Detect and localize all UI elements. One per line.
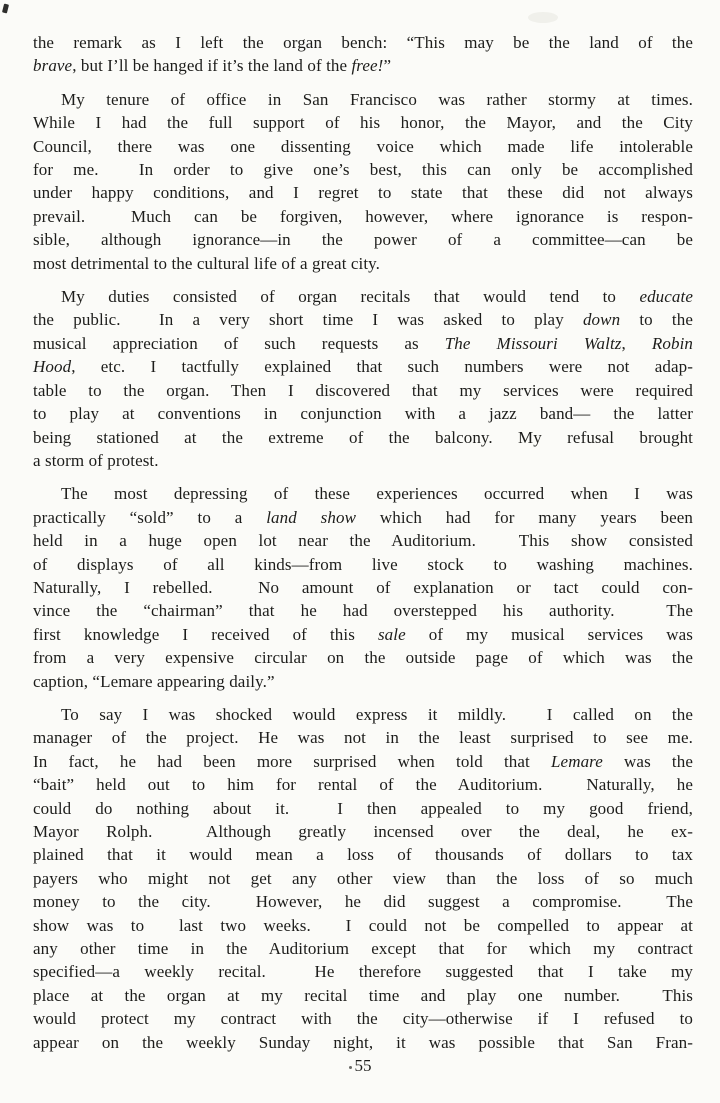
text-line [33, 937, 693, 960]
text-line [33, 54, 693, 77]
text-run: the remark as I left the organ bench: “This may be the land of the [33, 33, 693, 52]
italic-text-run: sale [377, 624, 406, 644]
text-line [33, 355, 693, 378]
italic-text-run: The Missouri Waltz [444, 333, 622, 353]
italic-text-run: Hood [33, 357, 72, 377]
text-run: under happy conditions, and I regret to state that these did not always [33, 183, 693, 203]
text-line [33, 426, 693, 449]
text-line [33, 890, 693, 913]
text-run: practically “sold” to a [33, 507, 267, 527]
text-run: My tenure of office in San Francisco was rather stormy at times. [61, 89, 693, 109]
text-line [33, 482, 693, 505]
text-run: “bait” held out to him for rental of the Auditorium. Naturally, he [33, 775, 693, 795]
italic-text-run: down [582, 310, 621, 330]
text-line [33, 205, 693, 228]
text-run: of my musical services was [405, 624, 693, 644]
text-run: a storm of protest. [33, 450, 159, 470]
text-run: Naturally, I rebelled. No amount of explanation or tact could con- [33, 577, 693, 597]
italic-text-run: free! [351, 56, 384, 76]
text-run: manager of the project. He was not in the least surprised to see me. [33, 728, 693, 748]
text-run: , but I’ll be hanged if it’s the land of the [72, 56, 352, 76]
text-run: The most depressing of these experiences occurred when I was [61, 484, 693, 504]
text-run: , etc. I tactfully explained that such numbers were not adap- [71, 357, 693, 377]
text-run: money to the city. However, he did suggest a compromise. The [33, 892, 693, 912]
italic-text-run: Robin [651, 333, 694, 353]
text-run: being stationed at the extreme of the balcony. My refusal brought [33, 427, 693, 447]
text-run: In fact, he had been more surprised when told that [33, 751, 551, 771]
text-run: caption, “Lemare appearing daily.” [33, 671, 275, 691]
text-line [33, 750, 693, 773]
text-line [33, 308, 693, 331]
text-line [33, 379, 693, 402]
text-run: musical appreciation of such requests as [33, 333, 445, 353]
italic-text-run: Lemare [551, 751, 603, 771]
text-line [33, 867, 693, 890]
text-line [33, 111, 693, 134]
text-line [33, 1031, 693, 1054]
text-line [33, 914, 693, 937]
text-line [33, 726, 693, 749]
text-line [33, 449, 693, 472]
text-line [33, 228, 693, 251]
text-run: While I had the full support of his honor, the Mayor, and the City [33, 113, 693, 133]
text-run: of displays of all kinds—from live stock to washing machines. [33, 554, 693, 574]
text-line [33, 820, 693, 843]
text-run: place at the organ at my recital time and play one number. This [33, 985, 693, 1005]
text-line [33, 670, 693, 693]
text-run: sible, although ignorance—in the power of a committee—can be [33, 230, 693, 250]
text-run: Mayor Rolph. Although greatly incensed over the deal, he ex- [33, 822, 693, 841]
text-line [33, 960, 693, 983]
text-run: prevail. Much can be forgiven, however, where ignorance is respon- [33, 206, 693, 226]
text-run: to the [620, 310, 693, 330]
text-run: , [621, 333, 652, 353]
text-line [33, 88, 693, 111]
text-line [33, 332, 693, 355]
text-run: was the [602, 751, 693, 771]
paragraph [33, 31, 693, 78]
text-line [33, 553, 693, 576]
text-line [33, 158, 693, 181]
text-run: could do nothing about it. I then appealed to my good friend, [33, 798, 693, 818]
text-line [33, 646, 693, 669]
text-run: to play at conventions in conjunction with a jazz band— the latter [33, 404, 693, 424]
text-line [33, 529, 693, 552]
text-line [33, 623, 693, 646]
text-run: would protect my contract with the city—otherwise if I refused to [33, 1009, 693, 1029]
text-run: show was to last two weeks. I could not be compelled to appear at [33, 915, 693, 935]
text-line [33, 402, 693, 425]
paragraph [33, 482, 693, 693]
scan-smudge [528, 12, 558, 23]
text-line [33, 576, 693, 599]
text-run: specified—a weekly recital. He therefore suggested that I take my [33, 962, 693, 982]
text-run: the public. In a very short time I was asked to play [33, 310, 583, 330]
text-run: vince the “chairman” that he had overstepped his authority. The [33, 601, 693, 621]
italic-text-run: educate [639, 287, 693, 307]
text-run: for me. In order to give one’s best, this can only be accomplished [33, 160, 693, 180]
text-line [33, 599, 693, 622]
text-line [33, 843, 693, 866]
paragraph [33, 285, 693, 472]
text-run: most detrimental to the cultural life of a great city. [33, 253, 381, 273]
text-run: plained that it would mean a loss of thousands of dollars to tax [33, 845, 693, 865]
text-line [33, 773, 693, 796]
paragraph [33, 703, 693, 1054]
text-run: appear on the weekly Sunday night, it was possible that San Fran- [33, 1032, 693, 1052]
text-run: held in a huge open lot near the Auditorium. This show consisted [33, 531, 693, 551]
text-run: first knowledge I received of this [33, 624, 378, 644]
text-line [33, 181, 693, 204]
paragraph [33, 88, 693, 275]
italic-text-run: brave [33, 56, 73, 76]
text-line [33, 135, 693, 158]
text-run: To say I was shocked would express it mildly. I called on the [61, 704, 693, 724]
text-run: which had for many years been [356, 507, 694, 527]
text-line [33, 31, 693, 54]
text-line [33, 252, 693, 275]
text-line [33, 506, 693, 529]
text-run: My duties consisted of organ recitals that would tend to [61, 287, 640, 307]
text-run: any other time in the Auditorium except that for which my contract [33, 939, 693, 959]
text-line [33, 703, 693, 726]
text-line [33, 285, 693, 308]
text-run: Council, there was one dissenting voice which made life intolerable [33, 136, 693, 156]
text-line [33, 984, 693, 1007]
text-run: table to the organ. Then I discovered that my services were required [33, 380, 693, 400]
italic-text-run: land show [266, 507, 357, 527]
text-block [33, 31, 693, 1054]
scan-artifact-mark [2, 4, 9, 14]
text-line [33, 797, 693, 820]
text-run: ” [383, 56, 392, 76]
text-run: from a very expensive circular on the outside page of which was the [33, 648, 693, 668]
page-number: 55 [354, 1056, 372, 1075]
text-run: payers who might not get any other view than the loss of so much [33, 868, 693, 888]
text-line [33, 1007, 693, 1030]
